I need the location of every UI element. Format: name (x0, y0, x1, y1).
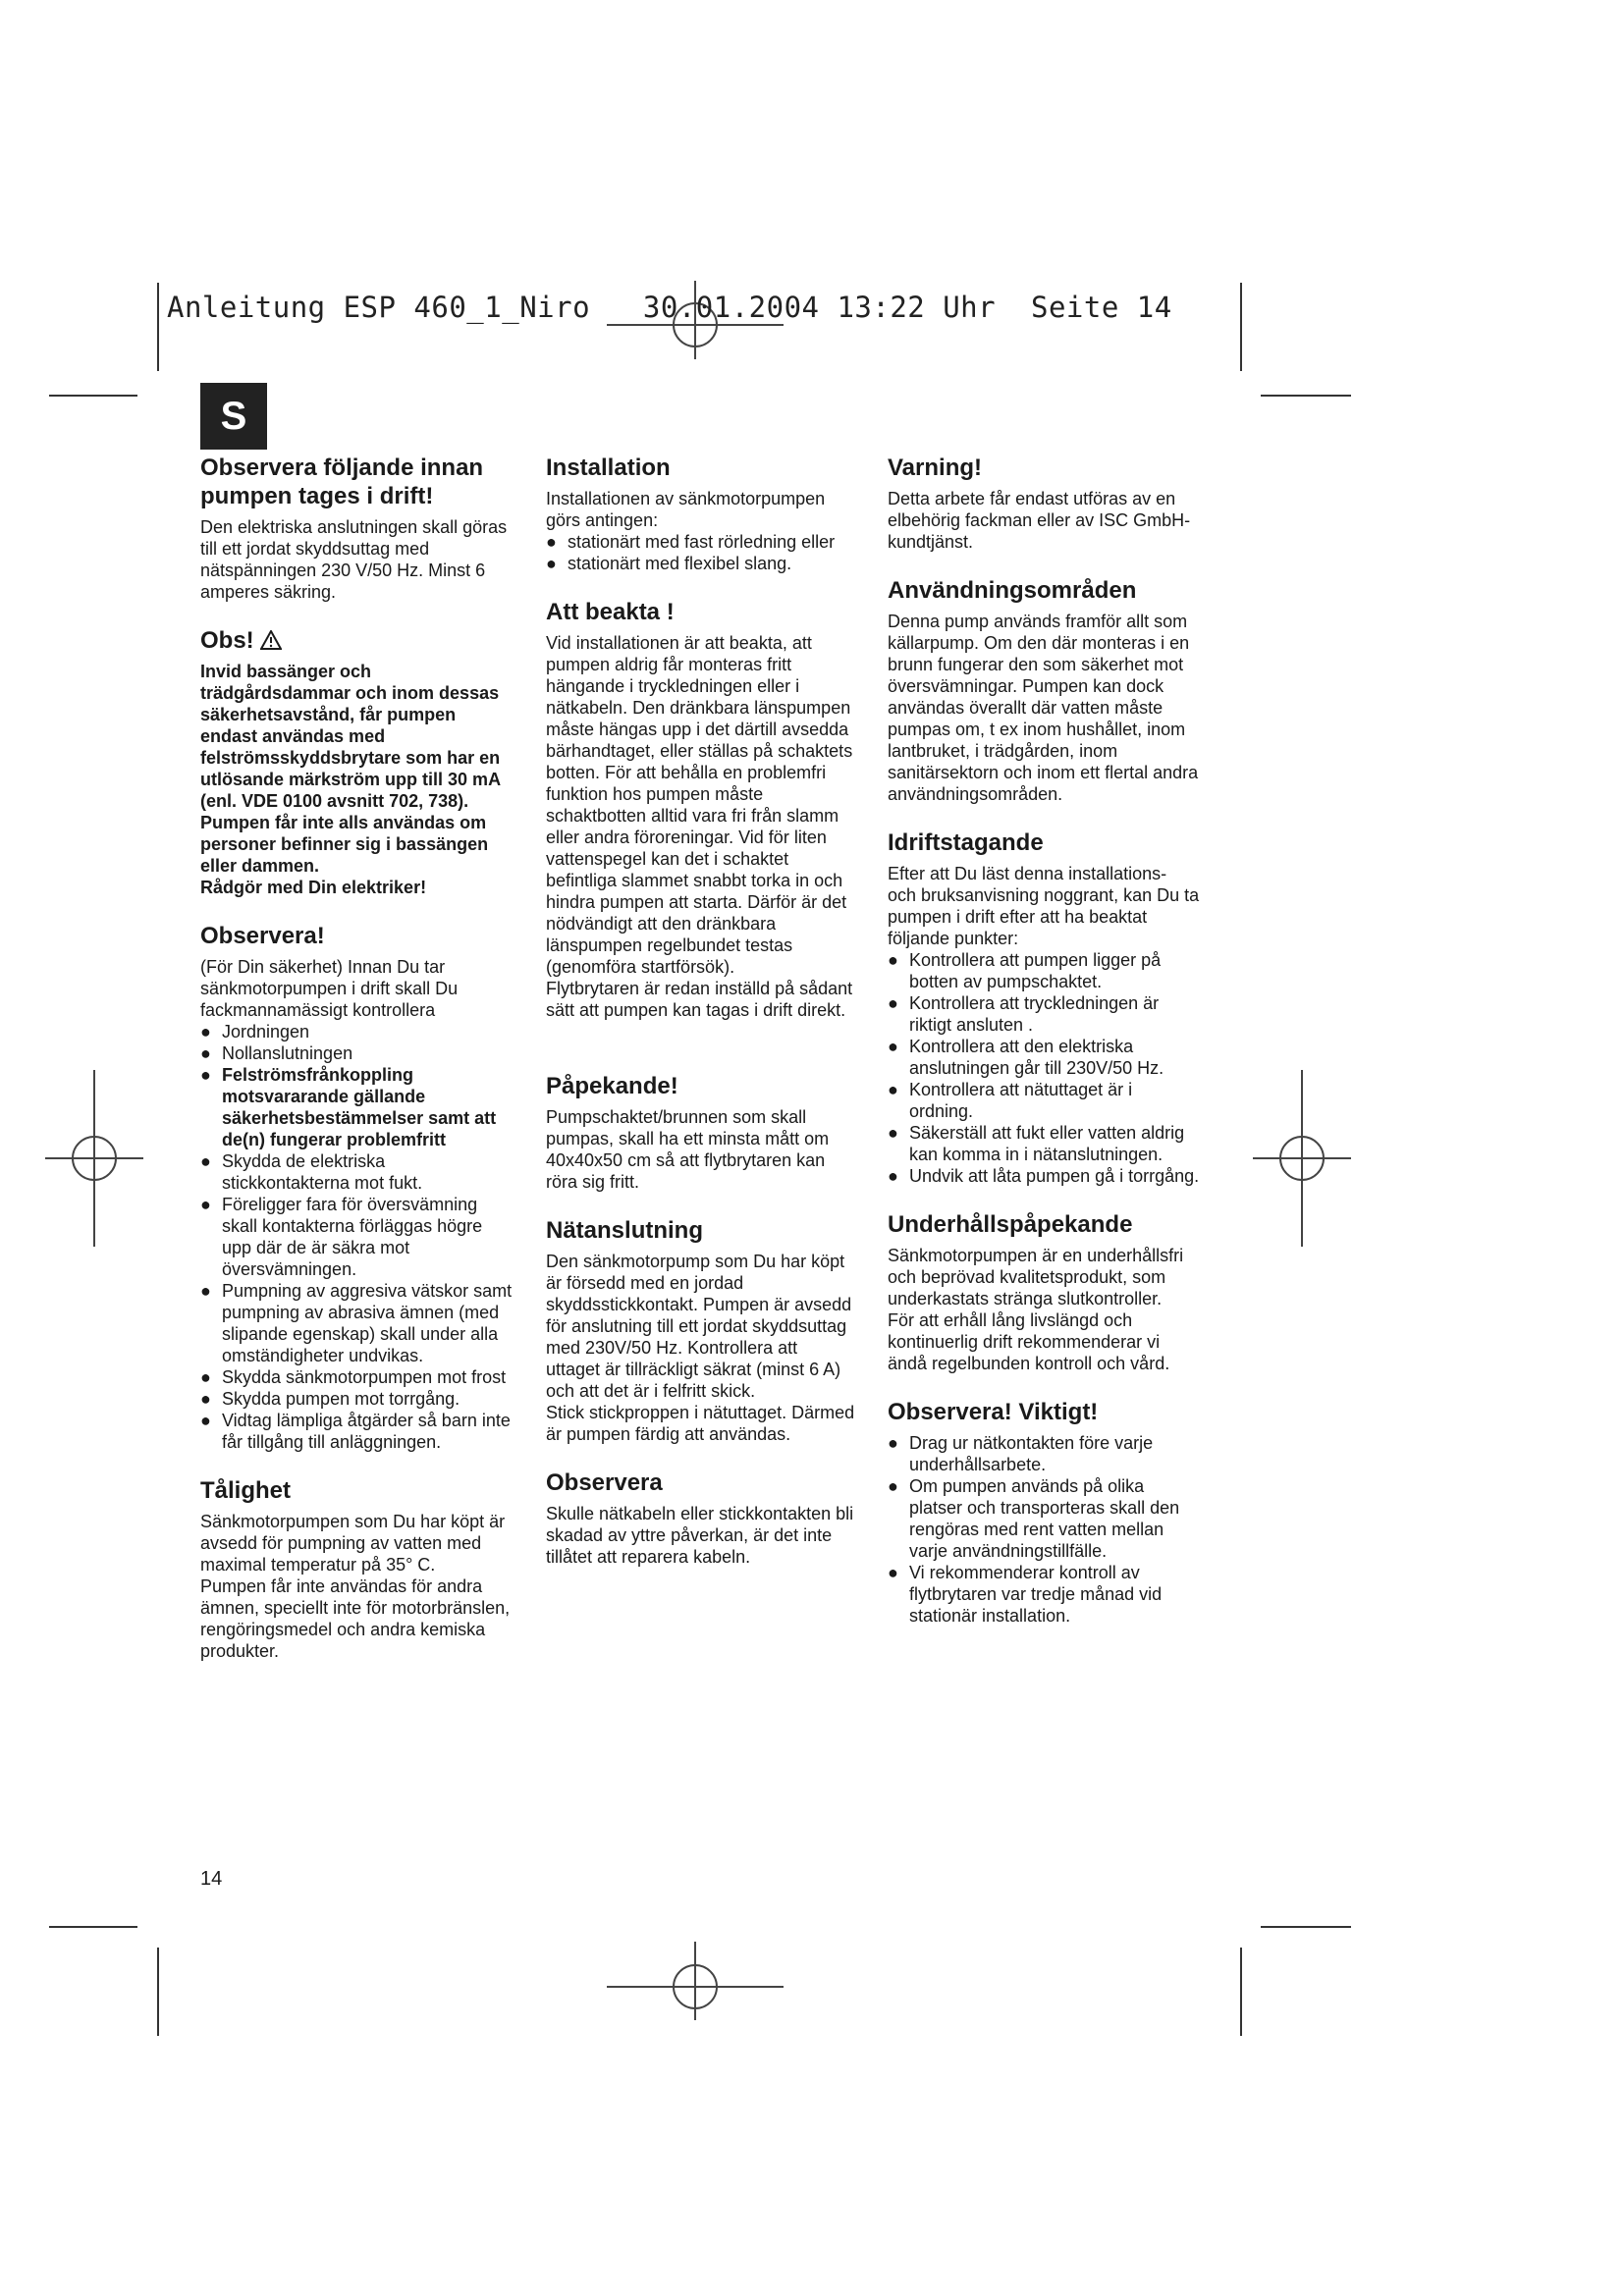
section-text: Flytbrytaren är redan inställd på sådant sätt att pumpen kan tagas i drift direkt. (546, 979, 853, 1020)
section-title: Användningsområden (888, 577, 1137, 604)
list-item: ● Föreligger fara för översvämning skall kontakterna förläggas högre upp där de är säkra mot översvämningen. (200, 1194, 514, 1280)
section-title: Att beakta ! (546, 599, 675, 625)
section-text: Rådgör med Din elektriker! (200, 878, 427, 897)
section-title: Observera (546, 1469, 663, 1496)
crop-mark (157, 1948, 159, 2036)
crop-mark (49, 395, 137, 397)
print-slug: Anleitung ESP 460_1_Niro 30.01.2004 13:22 Uhr Seite 14 (167, 291, 1172, 324)
section-title: Observera följande innan pumpen tages i drift! (200, 454, 484, 509)
section-text: Stick stickproppen i nätuttaget. Därmed är pumpen färdig att användas. (546, 1403, 855, 1444)
column-2 (546, 454, 855, 1568)
list-item: ● stationärt med flexibel slang. (546, 553, 855, 574)
section-title-text: Obs! (200, 627, 254, 654)
list-item: ● Om pumpen används på olika platser och transporteras skall den rengöras med rent vatten mellan varje användningstillfälle. (888, 1475, 1200, 1562)
section-text: Invid bassänger och trädgårdsdammar och inom dessas säkerhetsavstånd, får pumpen endast användas med felströmsskyddsbrytare som har en utlösande märkström upp till 30 mA (enl. VDE 0100 avsnitt 702, 738). Pumpen får inte alls användas om personer befinner sig i bassängen eller dammen. (200, 662, 501, 876)
section-text: Pumpen får inte användas för andra ämnen, speciellt inte för motorbränslen, rengöringsmedel och andra kemiska produkter. (200, 1576, 511, 1661)
section-text: Sänkmotorpumpen är en underhållsfri och beprövad kvalitetsprodukt, som underkastats stränga slutkontroller. (888, 1246, 1184, 1308)
checklist (888, 949, 1200, 1187)
crop-mark (1240, 283, 1242, 371)
crop-mark (1240, 1948, 1242, 2036)
list-item: ● Kontrollera att tryckledningen är riktigt ansluten . (888, 992, 1200, 1036)
section-text: Den elektriska anslutningen skall göras till ett jordat skyddsuttag med nätspänningen 230 V/50 Hz. Minst 6 amperes säkring. (200, 517, 508, 602)
warning-icon (260, 630, 282, 650)
section-title: Påpekande! (546, 1073, 678, 1099)
list-item: ● Kontrollera att den elektriska anslutningen går till 230V/50 Hz. (888, 1036, 1200, 1079)
list-item: ● Nollanslutningen (200, 1042, 514, 1064)
section-text: Vid installationen är att beakta, att pumpen aldrig får monteras fritt hängande i tryckledningen eller i nätkabeln. Den dränkbara länspumpen måste hängas upp i det därtill avsedda bärhandtaget, eller ställas på schaktets botten. För att behålla en problemfri funktion hos pumpen måste schaktbotten alltid vara fri från slamm eller andra föroreningar. Vid för liten vattenspegel kan det i schaktet befintliga slammet snabbt torka in och hindra pumpen att starta. Därför är det nödvändigt att den dränkbara länspumpen regelbundet testas (genomföra startförsök). (546, 633, 853, 977)
list-item: ● Drag ur nätkontakten före varje underhållsarbete. (888, 1432, 1200, 1475)
list-item: ● Undvik att låta pumpen gå i torrgång. (888, 1165, 1200, 1187)
section-text: (För Din säkerhet) Innan Du tar sänkmotorpumpen i drift skall Du fackmannamässigt kontrollera (200, 957, 459, 1020)
section-text: Denna pump används framför allt som källarpump. Om den där monteras i en brunn fungerar den som säkerhet mot översvämningar. Pumpen kan dock användas överallt där vatten måste pumpas om, t ex inom hushållet, inom lantbruket, i trädgården, inom sanitärsektorn och inom ett flertal andra användningsområden. (888, 612, 1199, 804)
column-3 (888, 454, 1200, 1627)
list-item: ● Skydda de elektriska stickkontakterna mot fukt. (200, 1150, 514, 1194)
list-item: ● Skydda pumpen mot torrgång. (200, 1388, 514, 1410)
registration-mark-bottom (607, 1942, 784, 2030)
checklist (888, 1432, 1200, 1627)
section-title: Observera! Viktigt! (888, 1399, 1099, 1425)
section-text: Sänkmotorpumpen som Du har köpt är avsedd för pumpning av vatten med maximal temperatur på 35° C. (200, 1512, 506, 1575)
section-title: Nätanslutning (546, 1217, 703, 1244)
list-item: ● Vidtag lämpliga åtgärder så barn inte får tillgång till anläggningen. (200, 1410, 514, 1453)
crop-mark (49, 1926, 137, 1928)
language-tab: S (200, 383, 267, 450)
section-title: Tålighet (200, 1477, 292, 1504)
section-text: Pumpschaktet/brunnen som skall pumpas, skall ha ett minsta mått om 40x40x50 cm så att flytbrytaren kan röra sig fritt. (546, 1107, 830, 1192)
list-item: ● Felströmsfrånkoppling motsvararande gällande säkerhetsbestämmelser samt att de(n) fungerar problemfritt (200, 1064, 514, 1150)
list-item: ● Säkerställ att fukt eller vatten aldrig kan komma in i nätanslutningen. (888, 1122, 1200, 1165)
section-text: Den sänkmotorpump som Du har köpt är försedd med en jordad skyddsstickkontakt. Pumpen är avsedd för anslutning till ett jordat skyddsuttag med 230V/50 Hz. Kontrollera att uttaget är tillräckligt säkrat (minst 6 A) och att det är i felfritt skick. (546, 1252, 852, 1401)
crop-mark (1261, 395, 1351, 397)
section-title: Varning! (888, 454, 983, 481)
list-item: ● Kontrollera att pumpen ligger på botten av pumpschaktet. (888, 949, 1200, 992)
section-title (200, 626, 514, 655)
page-number: 14 (200, 1868, 223, 1890)
section-title: Idriftstagande (888, 829, 1044, 856)
section-title: Underhållspåpekande (888, 1211, 1133, 1238)
list-item: ● Vi rekommenderar kontroll av flytbrytaren var tredje månad vid stationär installation. (888, 1562, 1200, 1627)
list-item: ● Skydda sänkmotorpumpen mot frost (200, 1366, 514, 1388)
crop-mark (157, 283, 159, 371)
list-item: ● Kontrollera att nätuttaget är i ordning. (888, 1079, 1200, 1122)
registration-mark-right (1253, 1070, 1351, 1247)
crop-mark (1261, 1926, 1351, 1928)
list-item: ● Pumpning av aggresiva vätskor samt pumpning av abrasiva ämnen (med slipande egenskap) skall under alla omständigheter undvikas. (200, 1280, 514, 1366)
section-text: Detta arbete får endast utföras av en elbehörig fackman eller av ISC GmbH-kundtjänst. (888, 489, 1191, 552)
section-text: Installationen av sänkmotorpumpen görs antingen: (546, 489, 826, 530)
list-item: ● Jordningen (200, 1021, 514, 1042)
column-1 (200, 454, 514, 1662)
section-text: För att erhåll lång livslängd och kontinuerlig drift rekommenderar vi ändå regelbunden kontroll och vård. (888, 1310, 1170, 1373)
registration-mark-left (45, 1070, 143, 1247)
checklist (546, 531, 855, 574)
checklist (200, 1021, 514, 1453)
section-title: Observera! (200, 923, 325, 949)
section-text: Efter att Du läst denna installations- och bruksanvisning noggrant, kan Du ta pumpen i drift efter att ha beaktat följande punkter: (888, 864, 1200, 948)
list-item: ● stationärt med fast rörledning eller (546, 531, 855, 553)
section-text: Skulle nätkabeln eller stickkontakten bli skadad av yttre påverkan, är det inte tillåtet att reparera kabeln. (546, 1504, 854, 1567)
section-title: Installation (546, 454, 671, 481)
